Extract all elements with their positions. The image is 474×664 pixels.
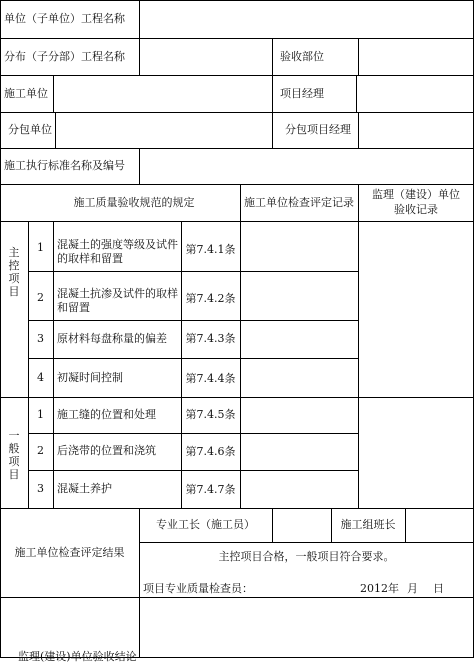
rule (28, 320, 358, 321)
result-label: 施工单位检查评定结果 (14, 546, 125, 559)
rule (0, 597, 474, 598)
rule (272, 38, 273, 112)
subcontract-unit-label: 分包单位 (8, 123, 52, 136)
item-clause: 第7.4.1条 (185, 243, 236, 256)
rule (28, 271, 358, 272)
unit-project-name-label: 单位（子单位）工程名称 (4, 12, 125, 25)
foreman-label: 专业工长（施工员） (156, 518, 255, 531)
supervision-record-header: 验收记录 (394, 203, 438, 216)
rule (53, 75, 54, 112)
rule (356, 75, 357, 112)
date-day: 日 (433, 582, 444, 595)
standard-name-label: 施工执行标准名称及编号 (4, 159, 125, 172)
rule (55, 112, 56, 148)
date-year: 2012年 (360, 582, 399, 595)
rule (358, 38, 359, 75)
item-number: 2 (37, 291, 44, 304)
team-leader-label: 施工组班长 (340, 518, 396, 531)
rule (0, 148, 474, 149)
rule (358, 184, 359, 508)
rule (28, 470, 358, 471)
rule (0, 112, 474, 113)
item-description: 混凝土的强度等级及试件的取样和留置 (57, 238, 178, 265)
rule (28, 358, 358, 359)
rule (53, 221, 54, 508)
acceptance-part-label: 验收部位 (280, 50, 324, 63)
item-number: 1 (37, 241, 44, 254)
item-description: 原材料每盘称量的偏差 (57, 332, 167, 345)
rule (0, 221, 474, 222)
rule (405, 508, 406, 542)
rule (0, 75, 474, 76)
rule (28, 221, 29, 508)
rule (358, 112, 359, 148)
supervision-record-header: 监理（建设）单位 (372, 188, 460, 201)
item-number: 1 (37, 408, 44, 421)
rule (240, 184, 241, 508)
unit-record-header: 施工单位检查评定记录 (244, 196, 354, 209)
subcontract-manager-label: 分包项目经理 (285, 123, 351, 136)
item-clause: 第7.4.7条 (185, 483, 236, 496)
item-description: 混凝土抗渗及试件的取样和留置 (57, 287, 178, 314)
item-description: 后浇带的位置和浇筑 (57, 444, 156, 457)
item-clause: 第7.4.3条 (185, 332, 236, 345)
rule (0, 38, 474, 39)
inspector-label: 项目专业质量检查员： (143, 582, 253, 595)
result-text: 主控项目合格，一般项目符合要求。 (218, 550, 395, 563)
item-number: 4 (37, 371, 44, 384)
item-number: 2 (37, 444, 44, 457)
rule (0, 508, 474, 509)
item-number: 3 (37, 332, 44, 345)
item-clause: 第7.4.6条 (185, 445, 236, 458)
item-description: 混凝土养护 (57, 482, 112, 495)
construction-unit-label: 施工单位 (4, 87, 48, 100)
sub-project-name-label: 分布（子分部）工程名称 (4, 50, 125, 63)
date-month: 月 (407, 582, 418, 595)
rule (0, 397, 474, 398)
item-clause: 第7.4.5条 (185, 408, 236, 421)
rule (0, 0, 474, 1)
project-manager-label: 项目经理 (280, 87, 324, 100)
rule (0, 184, 474, 185)
rule (139, 148, 140, 184)
main-items-group-label: 主控项目 (8, 246, 20, 298)
supervision-conclusion-label: 监理(建设)单位验收结论 (18, 650, 137, 663)
rule (181, 221, 182, 508)
item-description: 初凝时间控制 (57, 371, 123, 384)
rule (272, 112, 273, 148)
general-items-group-label: 一般项目 (8, 429, 20, 481)
spec-header: 施工质量验收规范的规定 (73, 196, 195, 209)
item-clause: 第7.4.4条 (185, 372, 236, 385)
rule (139, 542, 474, 543)
item-number: 3 (37, 482, 44, 495)
rule (28, 433, 358, 434)
rule (139, 0, 140, 75)
item-clause: 第7.4.2条 (185, 292, 236, 305)
rule (272, 508, 273, 542)
item-description: 施工缝的位置和处理 (57, 408, 156, 421)
